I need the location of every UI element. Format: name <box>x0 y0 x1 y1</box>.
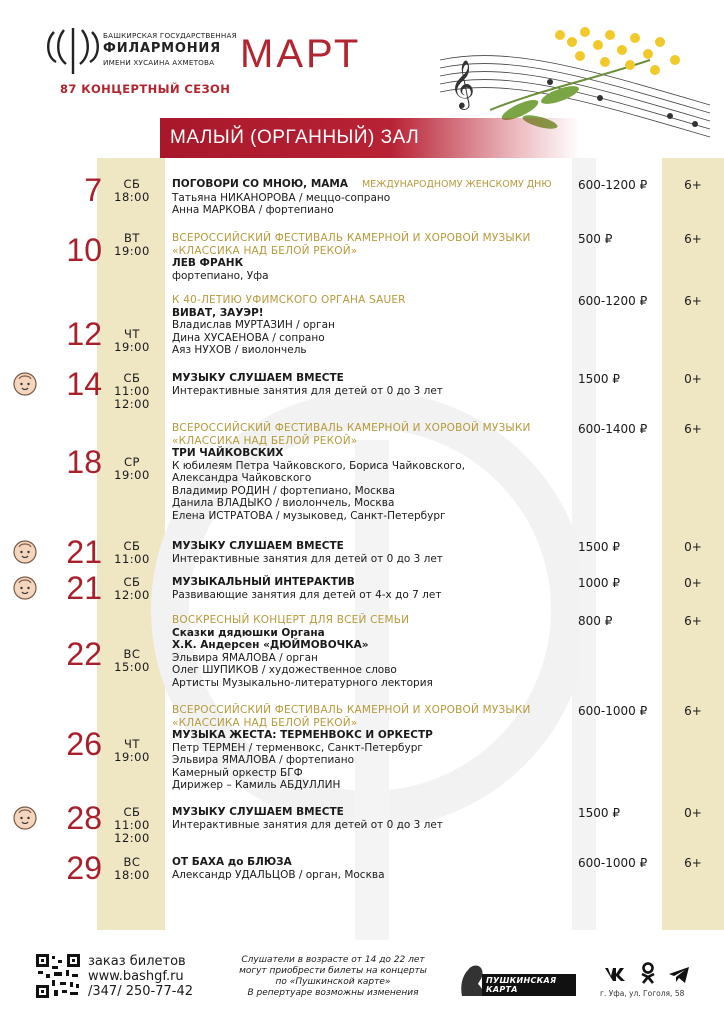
event-detail: Александра Чайковского <box>172 472 312 484</box>
pushkin-card-note <box>228 955 438 999</box>
season-label: 87 КОНЦЕРТНЫЙ СЕЗОН <box>60 82 231 96</box>
event-detail: Елена ИСТРАТОВА / музыковед, Санкт-Петербург <box>172 509 446 522</box>
event-title-text: МУЗЫКАЛЬНЫЙ ИНТЕРАКТИВ <box>172 576 355 588</box>
event-info <box>172 540 572 565</box>
event-title-text: Сказки дядюшки Органа <box>172 626 325 639</box>
event-detail: Владимир РОДИН / фортепиано, Москва <box>172 484 395 497</box>
event-info <box>172 372 572 397</box>
event-day: 21 <box>66 534 102 570</box>
event-time: 11:00 <box>114 384 150 398</box>
event-title <box>172 540 572 553</box>
event-title-text: Х.К. Андерсен «ДЮЙМОВОЧКА» <box>172 639 369 651</box>
event-weekday: ВС <box>123 855 141 869</box>
qr-code-icon[interactable] <box>36 954 80 998</box>
event-detail: Татьяна НИКАНОРОВА / меццо-сопрано <box>172 191 391 204</box>
hall-title: МАЛЫЙ (ОРГАННЫЙ) ЗАЛ <box>170 127 420 148</box>
event-info <box>172 856 572 881</box>
event-info <box>172 704 572 792</box>
event-weekday: СР <box>124 455 140 469</box>
baby-icon <box>13 372 37 396</box>
event-detail: фортепиано, Уфа <box>172 269 269 282</box>
event-price: 600-1200 ₽ <box>578 178 648 192</box>
event-weekday: СБ <box>123 371 141 385</box>
event-info <box>172 576 572 601</box>
event-age-rating: 6+ <box>684 614 702 628</box>
event-detail: Развивающие занятия для детей от 4-х до 7 лет <box>172 588 442 601</box>
event-weekday: СБ <box>123 805 141 819</box>
event-detail: Интерактивные занятия для детей от 0 до 3 лет <box>172 384 443 397</box>
event-weekday-time <box>104 328 160 354</box>
event-festival: «КЛАССИКА НАД БЕЛОЙ РЕКОЙ» <box>172 244 358 257</box>
event-festival: «КЛАССИКА НАД БЕЛОЙ РЕКОЙ» <box>172 716 358 729</box>
event-detail: Эльвира ЯМАЛОВА / орган <box>172 651 318 664</box>
event-day: 22 <box>66 636 102 672</box>
event-weekday-time <box>104 856 160 882</box>
event-detail: Александр УДАЛЬЦОВ / орган, Москва <box>172 868 385 881</box>
month-title: МАРТ <box>240 32 362 76</box>
event-title-text: МУЗЫКУ СЛУШАЕМ ВМЕСТЕ <box>172 806 344 818</box>
event-weekday: ВТ <box>124 231 140 245</box>
event-info <box>172 806 572 831</box>
pushkin-card-logo <box>456 958 576 998</box>
event-info <box>172 422 572 522</box>
event-time: 15:00 <box>114 660 150 674</box>
philharmonic-logo <box>46 26 100 76</box>
event-detail: Камерный оркестр БГФ <box>172 766 303 779</box>
event-info <box>172 178 572 217</box>
event-weekday-time <box>104 232 160 258</box>
event-detail: Эльвира ЯМАЛОВА / фортепиано <box>172 754 355 766</box>
event-day: 12 <box>66 316 102 352</box>
event-time: 12:00 <box>114 588 150 602</box>
event-weekday-time <box>104 456 160 482</box>
event-festival: «КЛАССИКА НАД БЕЛОЙ РЕКОЙ» <box>172 434 358 447</box>
event-title <box>172 257 572 270</box>
event-title-text: ЛЕВ ФРАНК <box>172 257 244 269</box>
event-age-rating: 0+ <box>684 540 702 554</box>
event-price: 800 ₽ <box>578 614 613 628</box>
event-festival: К 40-ЛЕТИЮ УФИМСКОГО ОРГАНА SAUER <box>172 294 406 306</box>
event-detail: Дина ХУСАЕНОВА / сопрано <box>172 331 325 344</box>
event-time: 19:00 <box>114 468 150 482</box>
event-title-text: ВИВАТ, ЗАУЭР! <box>172 306 264 319</box>
event-weekday: ЧТ <box>124 737 140 751</box>
event-title <box>172 178 572 192</box>
note-line: В репертуаре возможны изменения <box>247 988 419 998</box>
event-title <box>172 856 572 869</box>
event-detail: Анна МАРКОВА / фортепиано <box>172 204 334 216</box>
baby-icon <box>13 576 37 600</box>
event-weekday-time <box>104 540 160 566</box>
event-weekday-time <box>104 576 160 602</box>
event-title-text: МУЗЫКА ЖЕСТА: ТЕРМЕНВОКС И ОРКЕСТР <box>172 729 433 741</box>
note-line: по «Пушкинской карте» <box>275 977 391 987</box>
event-age-rating: 6+ <box>684 422 702 436</box>
org-name-line3: ИМЕНИ ХУСАИНА АХМЕТОВА <box>103 58 215 67</box>
event-info <box>172 614 572 689</box>
event-day: 29 <box>66 850 102 886</box>
event-weekday: ВС <box>123 647 141 661</box>
event-weekday-time <box>104 372 160 411</box>
event-title <box>172 447 572 460</box>
event-time: 11:00 <box>114 552 150 566</box>
event-title <box>172 372 572 385</box>
event-detail: Владислав МУРТАЗИН / орган <box>172 319 335 331</box>
event-title <box>172 307 572 320</box>
baby-icon <box>13 540 37 564</box>
vk-icon[interactable] <box>604 966 626 982</box>
event-time: 12:00 <box>114 397 150 411</box>
event-price: 500 ₽ <box>578 232 613 246</box>
org-name-line1: БАШКИРСКАЯ ГОСУДАРСТВЕННАЯ <box>103 31 237 40</box>
event-title <box>172 729 572 742</box>
event-detail: Артисты Музыкально-литературного лектория <box>172 676 433 689</box>
event-festival: ВСЕРОССИЙСКИЙ ФЕСТИВАЛЬ КАМЕРНОЙ И ХОРОВОЙ МУЗЫКИ <box>172 704 531 716</box>
event-time: 11:00 <box>114 818 150 832</box>
event-title-text: ТРИ ЧАЙКОВСКИХ <box>172 447 284 459</box>
event-title-text: ПОГОВОРИ СО МНОЮ, МАМА <box>172 178 348 190</box>
event-weekday: СБ <box>123 539 141 553</box>
hall-banner <box>160 118 580 158</box>
event-age-rating: 0+ <box>684 372 702 386</box>
event-info <box>172 294 572 357</box>
event-price: 1500 ₽ <box>578 806 620 820</box>
event-day: 21 <box>66 570 102 606</box>
telegram-icon[interactable] <box>668 966 690 984</box>
event-day: 28 <box>66 800 102 836</box>
event-weekday: ЧТ <box>124 327 140 341</box>
baby-icon <box>13 806 37 830</box>
event-day: 14 <box>66 366 102 402</box>
event-info <box>172 232 572 282</box>
website-link[interactable]: www.bashgf.ru <box>88 969 184 984</box>
event-price: 1500 ₽ <box>578 540 620 554</box>
event-title <box>172 806 572 819</box>
event-age-rating: 6+ <box>684 178 702 192</box>
event-price: 600-1000 ₽ <box>578 856 648 870</box>
event-detail: Дирижер – Камиль АБДУЛЛИН <box>172 779 341 791</box>
event-day: 18 <box>66 444 102 480</box>
event-time: 19:00 <box>114 750 150 764</box>
event-detail: Данила ВЛАДЫКО / виолончель, Москва <box>172 497 395 509</box>
event-title <box>172 576 572 589</box>
event-price: 600-1000 ₽ <box>578 704 648 718</box>
event-detail: Интерактивные занятия для детей от 0 до 3 лет <box>172 818 443 831</box>
event-title-text: МУЗЫКУ СЛУШАЕМ ВМЕСТЕ <box>172 372 344 384</box>
event-age-rating: 6+ <box>684 704 702 718</box>
event-time: 18:00 <box>114 190 150 204</box>
event-age-rating: 0+ <box>684 576 702 590</box>
svg-text:𝄞: 𝄞 <box>450 59 475 108</box>
event-weekday-time <box>104 648 160 674</box>
phone-link[interactable]: /347/ 250-77-42 <box>88 984 193 999</box>
event-festival: ВСЕРОССИЙСКИЙ ФЕСТИВАЛЬ КАМЕРНОЙ И ХОРОВОЙ МУЗЫКИ <box>172 422 531 434</box>
event-title-note: МЕЖДУНАРОДНОМУ ЖЕНСКОМУ ДНЮ <box>361 179 552 190</box>
note-line: могут приобрести билеты на концерты <box>239 966 427 976</box>
event-age-rating: 6+ <box>684 232 702 246</box>
event-time: 19:00 <box>114 340 150 354</box>
event-detail: Аяз НУХОВ / виолончель <box>172 344 307 356</box>
event-weekday-time <box>104 178 160 204</box>
event-weekday: СБ <box>123 575 141 589</box>
event-weekday-time <box>104 806 160 845</box>
event-price: 600-1200 ₽ <box>578 294 648 308</box>
event-title-text: МУЗЫКУ СЛУШАЕМ ВМЕСТЕ <box>172 540 344 552</box>
event-day: 10 <box>66 232 102 268</box>
event-detail: Петр ТЕРМЕН / терменвокс, Санкт-Петербург <box>172 741 423 754</box>
ok-icon[interactable] <box>640 962 656 984</box>
note-line: Слушатели в возрасте от 14 до 22 лет <box>241 955 425 965</box>
event-age-rating: 6+ <box>684 294 702 308</box>
event-day: 7 <box>84 172 102 208</box>
ticket-order-label: заказ билетов <box>88 954 186 969</box>
event-price: 1000 ₽ <box>578 576 620 590</box>
event-festival: ВСЕРОССИЙСКИЙ ФЕСТИВАЛЬ КАМЕРНОЙ И ХОРОВОЙ МУЗЫКИ <box>172 232 531 244</box>
event-title <box>172 639 572 652</box>
event-detail: Интерактивные занятия для детей от 0 до 3 лет <box>172 552 443 565</box>
pushkin-card-text: ПУШКИНСКАЯ КАРТА <box>482 974 576 996</box>
event-day: 26 <box>66 726 102 762</box>
event-title-text: ОТ БАХА до БЛЮЗА <box>172 856 292 868</box>
event-time: 12:00 <box>114 831 150 845</box>
event-weekday-time <box>104 738 160 764</box>
event-detail: Олег ШУПИКОВ / художественное слово <box>172 664 397 676</box>
event-price: 600-1400 ₽ <box>578 422 648 436</box>
event-price: 1500 ₽ <box>578 372 620 386</box>
org-name-line2: ФИЛАРМОНИЯ <box>103 41 221 56</box>
event-age-rating: 0+ <box>684 806 702 820</box>
event-detail: К юбилеям Петра Чайковского, Бориса Чайковского, <box>172 459 466 472</box>
event-age-rating: 6+ <box>684 856 702 870</box>
address: г. Уфа, ул. Гоголя, 58 <box>600 989 685 998</box>
event-time: 19:00 <box>114 244 150 258</box>
event-title <box>172 627 572 640</box>
event-weekday: СБ <box>123 177 141 191</box>
event-time: 18:00 <box>114 868 150 882</box>
event-festival: ВОСКРЕСНЫЙ КОНЦЕРТ ДЛЯ ВСЕЙ СЕМЬИ <box>172 614 410 626</box>
